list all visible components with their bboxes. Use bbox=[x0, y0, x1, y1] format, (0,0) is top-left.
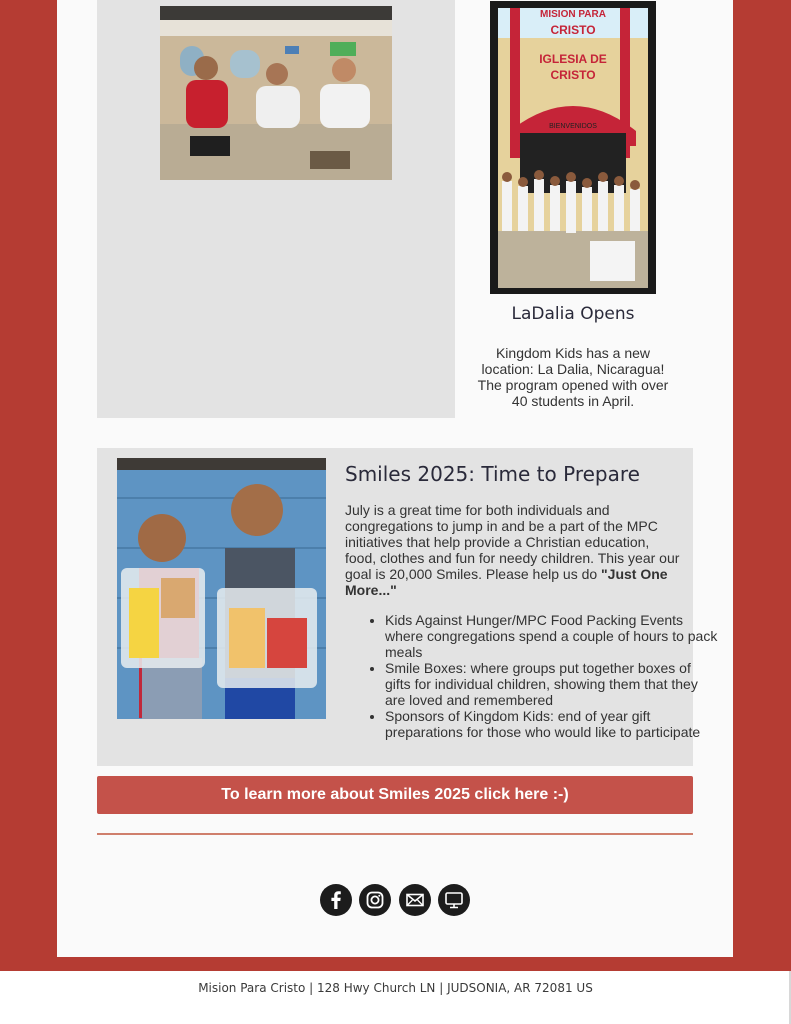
list-item: • Smile Boxes: where groups put together boxes of gifts for individual children, showing them that they are loved and remembered bbox=[385, 660, 720, 708]
divider bbox=[97, 833, 693, 835]
ladalia-heading: LaDalia Opens bbox=[511, 304, 635, 324]
smiles-initiatives-list bbox=[345, 612, 720, 740]
church-sign-line1: MISION PARA bbox=[540, 9, 606, 20]
footer-address: Mision Para Cristo | 128 Hwy Church LN | JUDSONIA, AR 72081 US bbox=[198, 981, 593, 995]
church-sign-line3: IGLESIA DE bbox=[539, 52, 607, 66]
ladalia-body: Kingdom Kids has a new location: La Dalia, Nicaragua! The program opened with over 40 students in April. bbox=[477, 345, 669, 409]
church-door-sign: BIENVENIDOS bbox=[549, 123, 597, 130]
group-restaurant-photo bbox=[160, 6, 392, 180]
smiles-intro bbox=[345, 502, 680, 598]
facebook-icon[interactable] bbox=[320, 884, 352, 916]
learn-more-button[interactable]: To learn more about Smiles 2025 click here :-) bbox=[97, 776, 693, 814]
smiles-intro-text: July is a great time for both individuals and congregations to jump in and be a part of the MPC initiatives that help provide a Christian education, food, clothes and fun for needy children. This year our goal is 20,000 Smiles. Please help us do bbox=[345, 502, 680, 582]
church-sign-line2: CRISTO bbox=[550, 23, 596, 37]
instagram-icon[interactable] bbox=[359, 884, 391, 916]
smiles-intro-emphasis: "Just One More..." bbox=[345, 566, 668, 598]
list-item: • Kids Against Hunger/MPC Food Packing Events where congregations spend a couple of hours to pack meals bbox=[385, 612, 720, 660]
email-icon[interactable] bbox=[399, 884, 431, 916]
list-item: • Sponsors of Kingdom Kids: end of year gift preparations for those who would like to participate bbox=[385, 708, 720, 740]
church-photo bbox=[490, 1, 656, 294]
kids-with-bags-photo bbox=[117, 458, 326, 719]
website-icon[interactable] bbox=[438, 884, 470, 916]
church-sign-line4: CRISTO bbox=[550, 68, 596, 82]
smiles-heading: Smiles 2025: Time to Prepare bbox=[345, 462, 640, 486]
